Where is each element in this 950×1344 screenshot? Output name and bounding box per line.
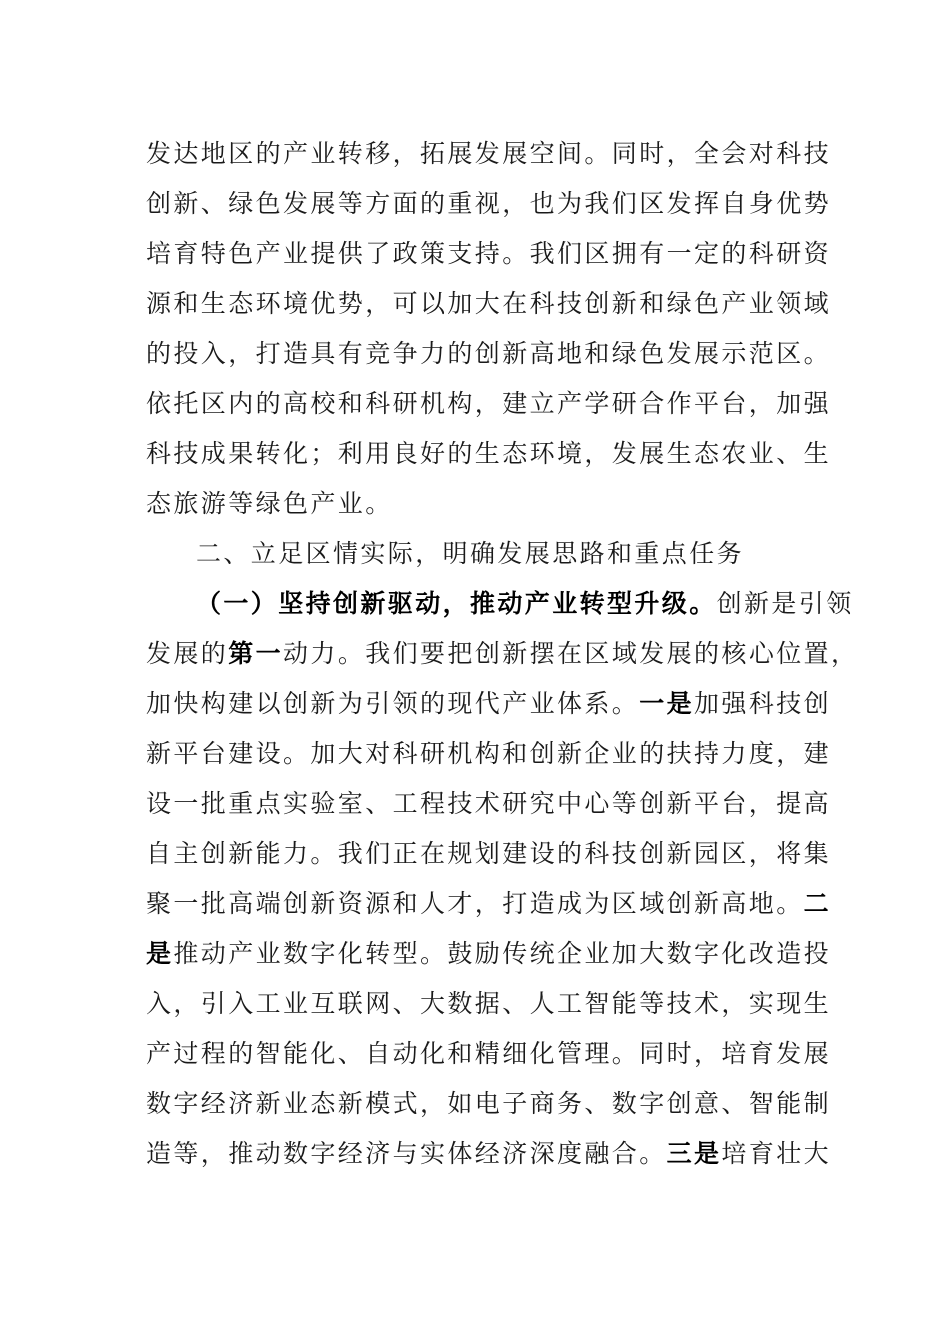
body-text-line <box>146 934 832 974</box>
body-text-line <box>146 884 832 924</box>
inline-text: 加强科技创 <box>694 689 832 718</box>
body-text-line: 科技成果转化；利用良好的生态环境，发展生态农业、生 <box>146 439 832 468</box>
inline-text: 培育壮大 <box>721 1139 832 1168</box>
body-text-line <box>146 634 859 674</box>
body-text-line: 产过程的智能化、自动化和精细化管理。同时，培育发展 <box>146 1039 832 1068</box>
body-text-line: 创新、绿色发展等方面的重视，也为我们区发挥自身优势 <box>146 189 832 218</box>
body-text-line: 设一批重点实验室、工程技术研究中心等创新平台，提高 <box>146 789 832 818</box>
inline-text: 创新是引领 <box>716 589 854 618</box>
inline-text: 动力。我们要把创新摆在区域发展的核心位置， <box>283 639 859 668</box>
body-text-line: 数字经济新业态新模式，如电子商务、数字创意、智能制 <box>146 1089 832 1118</box>
body-text-line: 入，引入工业互联网、大数据、人工智能等技术，实现生 <box>146 989 832 1018</box>
body-text-line: 发达地区的产业转移，拓展发展空间。同时，全会对科技 <box>146 139 832 168</box>
body-text-line <box>146 684 832 724</box>
body-text-line: 培育特色产业提供了政策支持。我们区拥有一定的科研资 <box>146 239 832 268</box>
body-text-line: 自主创新能力。我们正在规划建设的科技创新园区，将集 <box>146 839 832 868</box>
emphasis-text: 三是 <box>666 1139 722 1168</box>
emphasis-text: 一是 <box>639 689 695 718</box>
subsection-heading: （一）坚持创新驱动，推动产业转型升级。 <box>196 589 717 618</box>
body-text-line: 的投入，打造具有竞争力的创新高地和绿色发展示范区。 <box>146 339 832 368</box>
body-text-line: 态旅游等绿色产业。 <box>146 489 393 518</box>
body-text-line <box>146 1134 832 1174</box>
emphasis-text: 是 <box>146 939 174 968</box>
body-text-line: 源和生态环境优势，可以加大在科技创新和绿色产业领域 <box>146 289 832 318</box>
inline-text: 加快构建以创新为引领的现代产业体系。 <box>146 689 640 718</box>
body-text-line: 依托区内的高校和科研机构，建立产学研合作平台，加强 <box>146 389 832 418</box>
inline-text: 聚一批高端创新资源和人才，打造成为区域创新高地。 <box>146 889 804 918</box>
inline-text: 推动产业数字化转型。鼓励传统企业加大数字化改造投 <box>173 939 832 968</box>
emphasis-text: 二 <box>803 889 832 918</box>
body-text-line <box>196 584 856 624</box>
inline-text: 造等，推动数字经济与实体经济深度融合。 <box>146 1139 667 1168</box>
section-heading: 二、立足区情实际，明确发展思路和重点任务 <box>196 539 745 568</box>
body-text-line: 新平台建设。加大对科研机构和创新企业的扶持力度，建 <box>146 739 832 768</box>
inline-text: 发展的 <box>146 639 229 668</box>
emphasis-text: 第一 <box>228 639 284 668</box>
